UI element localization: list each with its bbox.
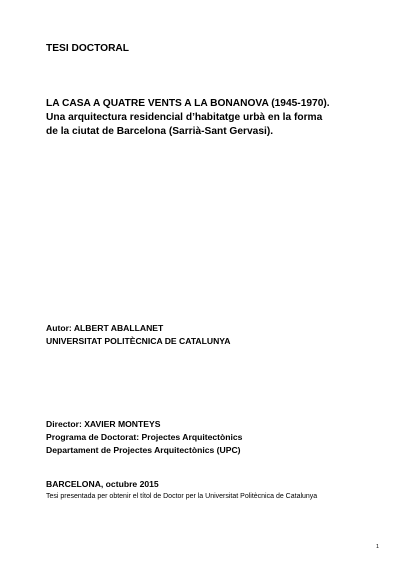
thesis-subtitle-line-2: de la ciutat de Barcelona (Sarrià-Sant Gervasi). (46, 126, 274, 137)
director-block (46, 418, 376, 457)
author-block (46, 322, 376, 348)
director-name: Director: XAVIER MONTEYS (46, 419, 161, 429)
thesis-title-line-1: LA CASA A QUATRE VENTS A LA BONANOVA (1945-1970). (46, 98, 330, 109)
author-name: Autor: ALBERT ABALLANET (46, 323, 164, 333)
place-date: BARCELONA, octubre 2015 (46, 479, 159, 489)
place-date-block (46, 478, 376, 502)
document-type-label: TESI DOCTORAL (46, 43, 130, 54)
thesis-subtitle-line-1: Una arquitectura residencial d’habitatge urbà en la forma (46, 112, 323, 123)
presentation-note: Tesi presentada per obtenir el títol de Doctor per la Universitat Politècnica de Catalunya (46, 493, 318, 500)
thesis-title (46, 97, 376, 139)
university-name: UNIVERSITAT POLITÈCNICA DE CATALUNYA (46, 336, 231, 346)
doctoral-program: Programa de Doctorat: Projectes Arquitectònics (46, 432, 243, 442)
page-number: 1 (376, 544, 380, 550)
department-name: Departament de Projectes Arquitectònics (UPC) (46, 445, 241, 455)
